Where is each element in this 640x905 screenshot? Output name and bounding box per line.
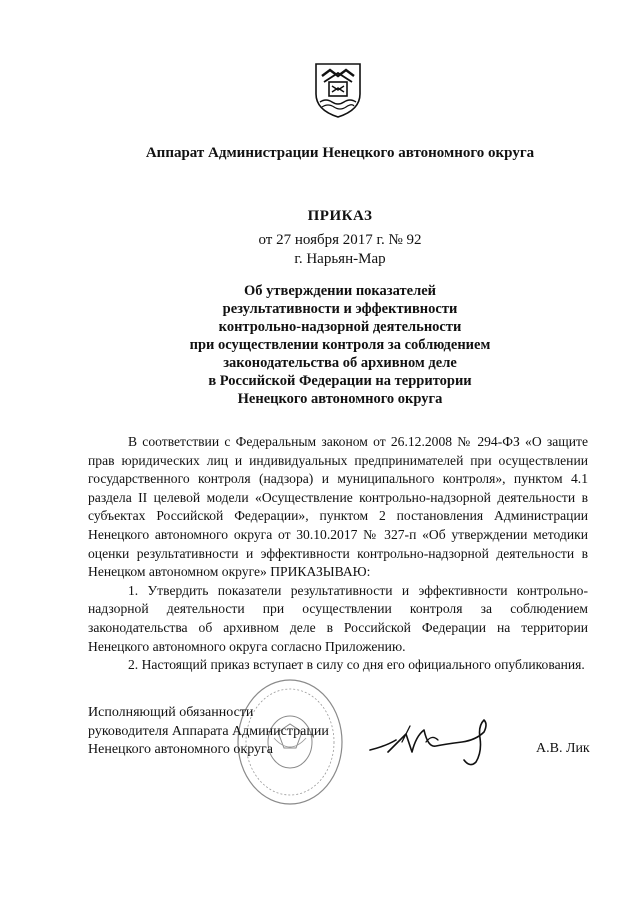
position-line: Ненецкого автономного округа: [88, 742, 273, 757]
subject-line: Об утверждении показателей: [243, 283, 436, 299]
subject-line: при осуществлении контроля за соблюдением: [189, 337, 491, 353]
position-line: Исполняющий обязанности: [88, 705, 254, 720]
subject-line: в Российской Федерации на территории: [208, 373, 472, 389]
nenets-coat-of-arms-icon: [312, 60, 364, 120]
preamble-paragraph: В соответствии с Федеральным законом от 26.12.2008 № 294-ФЗ «О защите прав юридических лиц и индивидуальных предпринимателей при осуществлении государственного контроля (надзора) и муниципального контроля», пунктом 4.1 раздела II целевой модели «Осуществление контрольно-надзорной деятельности в субъектах Российской Федерации», пунктом 2 постановления Администрации Ненецкого автономного округа от 30.10.2017 № 327-п «Об утверждении методики оценки результативности и эффективности контрольно-надзорной деятельности в Ненецком автономном округе» ПРИКАЗЫВАЮ:: [88, 434, 588, 580]
clause-1: 1. Утвердить показатели результативности и эффективности контрольно-надзорной деятельности при осуществлении контроля за соблюдением законодательства об архивном деле в Российской Федерации на территории Ненецкого автономного округа согласно Приложению.: [88, 582, 588, 654]
position-line: руководителя Аппарата Администрации: [88, 723, 329, 739]
signer-name: А.В. Лик: [536, 741, 590, 756]
subject-line: результативности и эффективности: [222, 301, 458, 317]
subject-line: Ненецкого автономного округа: [237, 391, 443, 407]
organization-name: Аппарат Администрации Ненецкого автономного округа: [145, 145, 535, 161]
subject-line: законодательства об архивном деле: [223, 355, 457, 371]
date-and-number: от 27 ноября 2017 г. № 92: [258, 232, 422, 248]
signatory-position: [88, 704, 348, 760]
subject-line: контрольно-надзорной деятельности: [218, 319, 462, 335]
document-type: ПРИКАЗ: [307, 208, 373, 224]
handwritten-signature-icon: [366, 712, 516, 772]
city: г. Нарьян-Мар: [294, 251, 386, 267]
order-body: [88, 433, 588, 675]
order-subject: [150, 282, 530, 408]
clause-2: 2. Настоящий приказ вступает в силу со дня его официального опубликования.: [128, 657, 585, 673]
